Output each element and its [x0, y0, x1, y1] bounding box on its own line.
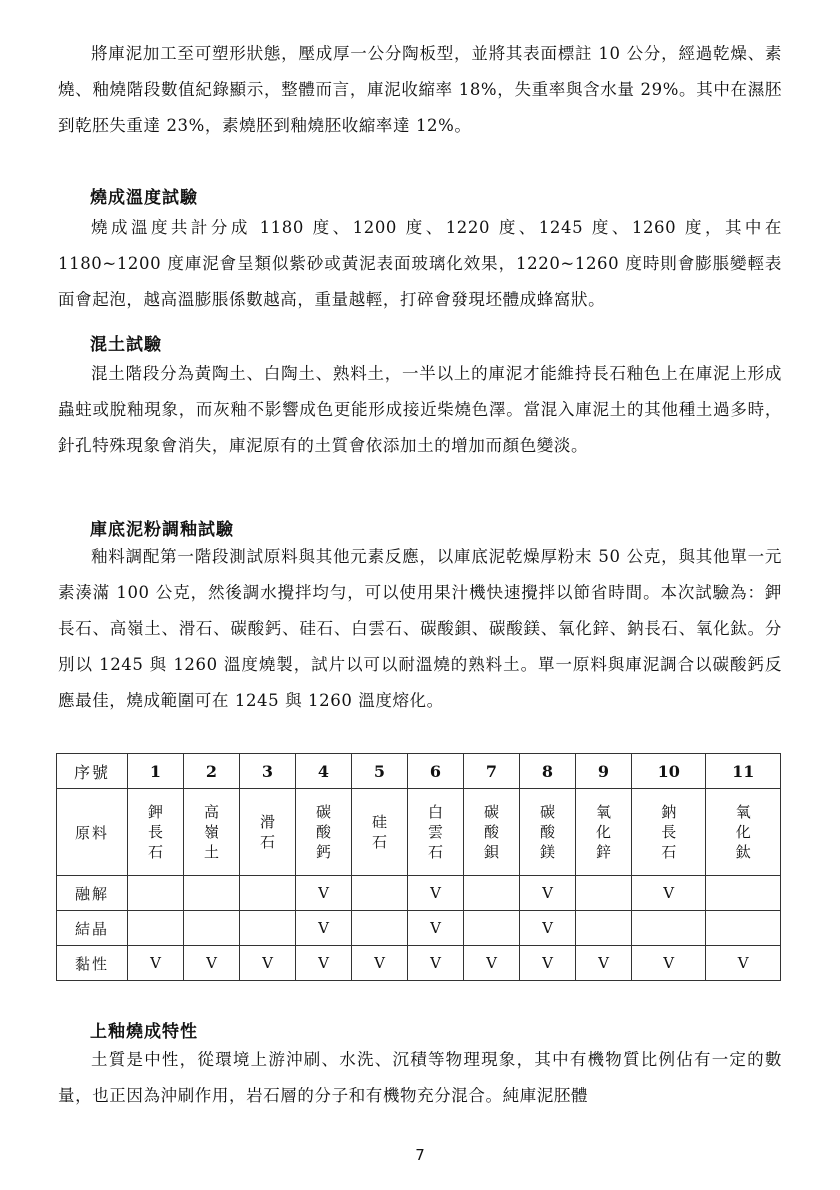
heading-glazing-characteristics: 上釉燒成特性 — [90, 1022, 198, 1042]
cell-crystal — [184, 911, 240, 946]
cell-viscosity: V — [408, 946, 464, 981]
cell-viscosity: V — [520, 946, 576, 981]
row-label-crystal: 結晶 — [57, 911, 128, 946]
table-row-crystal — [57, 911, 781, 946]
cell-crystal — [632, 911, 706, 946]
cell-material — [184, 789, 240, 876]
cell-viscosity: V — [706, 946, 781, 981]
table-row-material — [57, 789, 781, 876]
heading-mixed-clay: 混土試驗 — [90, 335, 162, 355]
cell-material — [464, 789, 520, 876]
cell-melting — [128, 876, 184, 911]
cell-number: 11 — [706, 754, 781, 789]
paragraph-glazing-characteristics: 土質是中性，從環境上游沖刷、水洗、沉積等物理現象，其中有機物質比例佔有一定的數量，也正因為沖刷作用，岩石層的分子和有機物充分混合。純庫泥胚體 — [58, 1050, 782, 1105]
cell-viscosity: V — [632, 946, 706, 981]
heading-glaze-test: 庫底泥粉調釉試驗 — [90, 520, 234, 540]
cell-material — [296, 789, 352, 876]
cell-melting: V — [296, 876, 352, 911]
cell-crystal: V — [520, 911, 576, 946]
cell-material — [632, 789, 706, 876]
cell-melting — [240, 876, 296, 911]
cell-material — [352, 789, 408, 876]
cell-melting: V — [632, 876, 706, 911]
cell-melting — [576, 876, 632, 911]
cell-viscosity: V — [296, 946, 352, 981]
cell-melting: V — [408, 876, 464, 911]
cell-material — [128, 789, 184, 876]
material-results-table — [56, 753, 781, 981]
cell-number: 2 — [184, 754, 240, 789]
cell-number: 5 — [352, 754, 408, 789]
cell-melting — [706, 876, 781, 911]
cell-viscosity: V — [128, 946, 184, 981]
cell-melting — [184, 876, 240, 911]
material-name: 鈉長石 — [661, 803, 677, 861]
cell-viscosity: V — [352, 946, 408, 981]
table-row-number — [57, 754, 781, 789]
material-name: 碳酸鎂 — [539, 803, 555, 861]
cell-viscosity: V — [464, 946, 520, 981]
cell-crystal — [576, 911, 632, 946]
material-name: 碳酸鈣 — [315, 803, 331, 861]
cell-material — [706, 789, 781, 876]
heading-firing-temperature: 燒成溫度試驗 — [90, 188, 198, 208]
paragraph-mixed-clay: 混土階段分為黃陶土、白陶土、熟料土，一半以上的庫泥才能維持長石釉色上在庫泥上形成蟲蛀或脫釉現象，而灰釉不影響成色更能形成接近柴燒色澤。當混入庫泥土的其他種土過多時，針孔特殊現象會消失，庫泥原有的土質會依添加土的增加而顏色變淡。 — [58, 364, 782, 455]
paragraph-glaze-test: 釉料調配第一階段測試原料與其他元素反應，以庫底泥乾燥厚粉末 50 公克，與其他單一元素湊滿 100 公克，然後調水攪拌均勻，可以使用果汁機快速攪拌以節省時間。本次試驗為：鉀長石、高嶺土、滑石、碳酸鈣、硅石、白雲石、碳酸鋇、碳酸鎂、氧化鋅、鈉長石、氧化鈦。分別以 1245 與 1260 溫度燒製，試片以可以耐溫燒的熟料土。單一原料與庫泥調合以碳酸鈣反應最佳，燒成範圍可在 1245 與 1260 溫度熔化。 — [58, 547, 782, 710]
cell-crystal: V — [408, 911, 464, 946]
cell-viscosity: V — [576, 946, 632, 981]
paragraph-firing-temperature: 燒成溫度共計分成 1180 度、1200 度、1220 度、1245 度、1260 度，其中在 1180~1200 度庫泥會呈類似紫砂或黃泥表面玻璃化效果，1220~1260 度時則會膨脹變輕表面會起泡，越高溫膨脹係數越高，重量越輕，打碎會發現坯體成蜂窩狀。 — [58, 218, 782, 309]
cell-number: 1 — [128, 754, 184, 789]
cell-crystal — [352, 911, 408, 946]
row-label-material: 原料 — [57, 789, 128, 876]
cell-number: 8 — [520, 754, 576, 789]
material-name: 鉀長石 — [147, 803, 163, 861]
material-name: 氧化鈦 — [735, 803, 751, 861]
row-label-number: 序號 — [57, 754, 128, 789]
cell-crystal — [128, 911, 184, 946]
paragraph-clay-shrinkage: 將庫泥加工至可塑形狀態，壓成厚一公分陶板型，並將其表面標註 10 公分，經過乾燥、素燒、釉燒階段數值紀錄顯示，整體而言，庫泥收縮率 18%，失重率與含水量 29%。其中在濕胚到乾胚失重達 23%，素燒胚到釉燒胚收縮率達 12%。 — [58, 44, 782, 135]
cell-material — [520, 789, 576, 876]
cell-material — [240, 789, 296, 876]
cell-number: 3 — [240, 754, 296, 789]
material-name: 滑石 — [259, 813, 275, 851]
cell-crystal — [240, 911, 296, 946]
cell-viscosity: V — [240, 946, 296, 981]
material-name: 高嶺土 — [203, 803, 219, 861]
cell-crystal: V — [296, 911, 352, 946]
table-row-melting — [57, 876, 781, 911]
table-row-viscosity — [57, 946, 781, 981]
cell-melting — [352, 876, 408, 911]
material-name: 碳酸鋇 — [483, 803, 499, 861]
cell-crystal — [464, 911, 520, 946]
row-label-melting: 融解 — [57, 876, 128, 911]
cell-viscosity: V — [184, 946, 240, 981]
material-name: 硅石 — [371, 813, 387, 851]
cell-number: 7 — [464, 754, 520, 789]
cell-material — [408, 789, 464, 876]
material-name: 氧化鋅 — [595, 803, 611, 861]
cell-number: 4 — [296, 754, 352, 789]
cell-melting — [464, 876, 520, 911]
page-number: 7 — [415, 1146, 425, 1164]
cell-number: 9 — [576, 754, 632, 789]
cell-number: 6 — [408, 754, 464, 789]
row-label-viscosity: 黏性 — [57, 946, 128, 981]
cell-material — [576, 789, 632, 876]
cell-number: 10 — [632, 754, 706, 789]
cell-crystal — [706, 911, 781, 946]
cell-melting: V — [520, 876, 576, 911]
material-name: 白雲石 — [427, 803, 443, 861]
